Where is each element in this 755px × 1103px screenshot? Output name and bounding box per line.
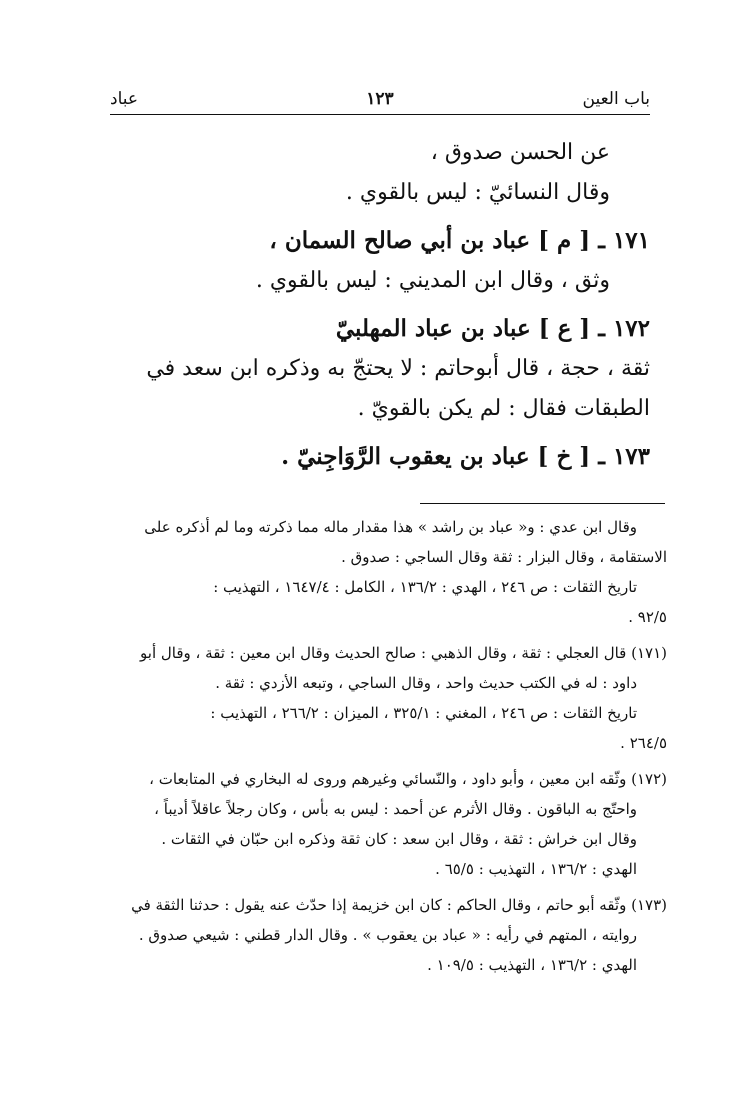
- footnote-line: ٩٢/٥ .: [628, 608, 667, 626]
- entry-heading: ١٧١ ـ [ م ] عباد بن أبي صالح السمان ،: [269, 227, 650, 254]
- footnote-line: داود : له في الكتب حديث واحد ، وقال الساجي ، وتبعه الأزدي : ثقة .: [215, 674, 637, 692]
- main-text-line: ثقة ، حجة ، قال أبوحاتم : لا يحتجّ به وذكره ابن سعد في: [146, 356, 650, 381]
- footnote-line: واحتّج به الباقون . وقال الأثرم عن أحمد : ليس به بأس ، وكان رجلاً عاقلاً أديباً ،: [154, 800, 637, 818]
- footnote-line: تاريخ الثقات : ص ٢٤٦ ، المغني : ٣٢٥/١ ، الميزان : ٢٦٦/٢ ، التهذيب :: [210, 704, 637, 722]
- running-title: عباد: [110, 89, 139, 109]
- footnotes: [89, 517, 667, 985]
- main-text-line: وقال النسائيّ : ليس بالقوي .: [345, 180, 610, 205]
- page-number: ١٢٣: [366, 89, 394, 109]
- main-text: [90, 140, 650, 484]
- footnote-line: الاستقامة ، وقال البزار : ثقة وقال الساجي : صدوق .: [341, 548, 667, 566]
- section-title: باب العين: [582, 89, 650, 109]
- main-text-line: عن الحسن صدوق ،: [430, 140, 610, 165]
- footnote-start-line: (١٧١) قال العجلي : ثقة ، وقال الذهبي : صالح الحديث وقال ابن معين : ثقة ، وقال أبو: [140, 644, 667, 662]
- footnote-line: تاريخ الثقات : ص ٢٤٦ ، الهدي : ١٣٦/٢ ، الكامل : ١٦٤٧/٤ ، التهذيب :: [213, 578, 637, 596]
- footnote-line: ٢٦٤/٥ .: [620, 734, 667, 752]
- main-text-line: وثق ، وقال ابن المديني : ليس بالقوي .: [255, 268, 610, 293]
- footnote-line: وقال ابن خراش : ثقة ، وقال ابن سعد : كان ثقة وذكره ابن حبّان في الثقات .: [161, 830, 637, 848]
- entry-heading: ١٧٢ ـ [ ع ] عباد بن عباد المهلبيّ: [335, 315, 650, 342]
- main-text-line: الطبقات فقال : لم يكن بالقويّ .: [357, 396, 650, 421]
- footnote-start-line: (١٧٢) وثّقه ابن معين ، وأبو داود ، والنّسائي وغيرهم وروى له البخاري في المتابعات ،: [149, 770, 667, 788]
- footnote-line: روايته ، المتهم في رأيه : « عباد بن يعقوب » . وقال الدار قطني : شيعي صدوق .: [138, 926, 637, 944]
- footnote-line: وقال ابن عدي : و« عباد بن راشد » هذا مقدار ماله مما ذكرته وما لم أذكره على: [144, 518, 637, 536]
- footnote-line: الهدي : ١٣٦/٢ ، التهذيب : ٦٥/٥ .: [435, 860, 637, 878]
- entry-heading: ١٧٣ ـ [ خ ] عباد بن يعقوب الرَّوَاجِنيّ .: [281, 443, 650, 470]
- footnote-separator: [420, 503, 665, 504]
- page-header: [110, 88, 650, 115]
- footnote-start-line: (١٧٣) وثّقه أبو حاتم ، وقال الحاكم : كان ابن خزيمة إذا حدّث عنه يقول : حدثنا الثقة في: [131, 896, 667, 914]
- footnote-line: الهدي : ١٣٦/٢ ، التهذيب : ١٠٩/٥ .: [427, 956, 637, 974]
